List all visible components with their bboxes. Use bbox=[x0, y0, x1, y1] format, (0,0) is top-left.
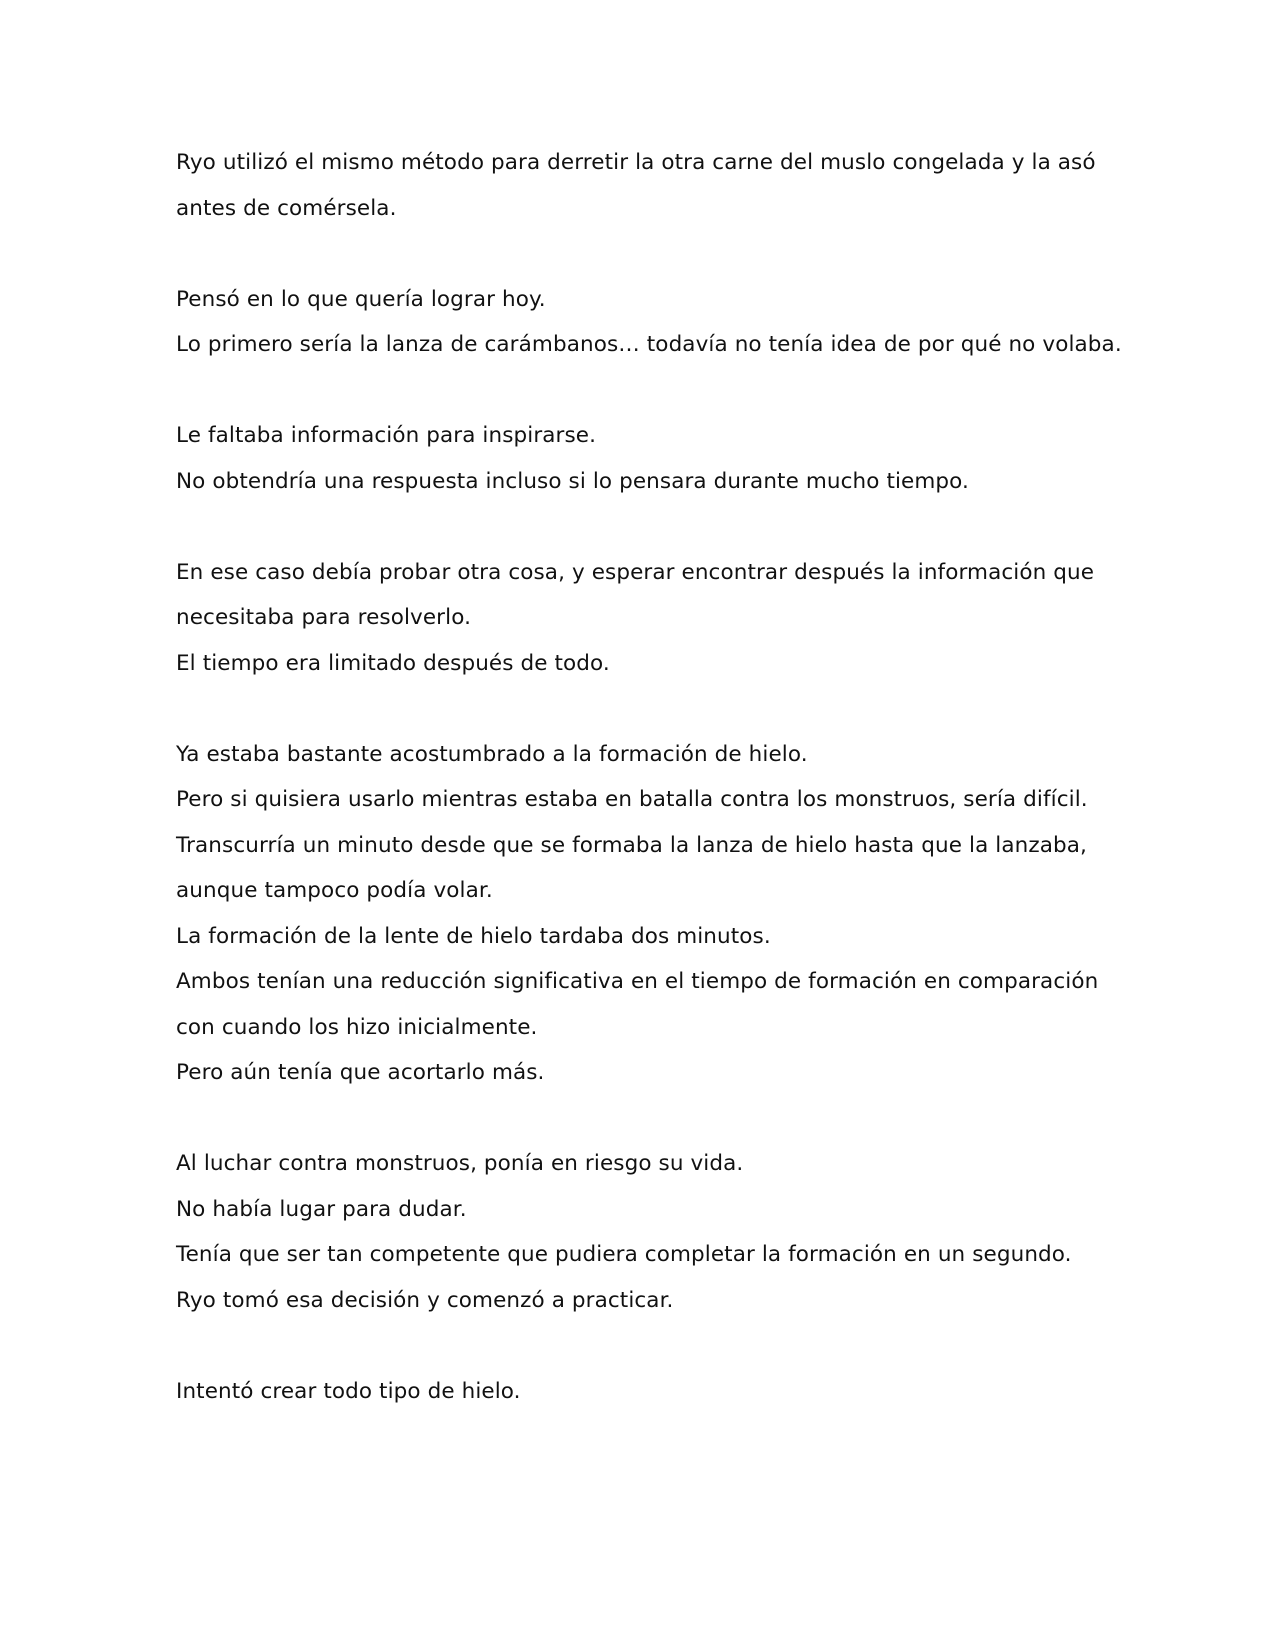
text-line: Ya estaba bastante acostumbrado a la formación de hielo. bbox=[176, 741, 808, 767]
paragraph-1 bbox=[176, 140, 1106, 231]
text-line: Ryo utilizó el mismo método para derretir la otra carne del muslo congelada y la asó bbox=[176, 150, 1096, 175]
paragraph-7 bbox=[176, 1369, 1106, 1415]
text-line: Transcurría un minuto desde que se formaba la lanza de hielo hasta que la lanzaba, bbox=[176, 832, 1087, 858]
text-line: No obtendría una respuesta incluso si lo pensara durante mucho tiempo. bbox=[176, 468, 969, 494]
text-line: antes de comérsela. bbox=[176, 195, 397, 221]
paragraph-2 bbox=[176, 277, 1122, 368]
text-line: Pero si quisiera usarlo mientras estaba en batalla contra los monstruos, sería difícil. bbox=[176, 787, 1088, 812]
text-line: Ryo tomó esa decisión y comenzó a practicar. bbox=[176, 1287, 674, 1313]
text-line: Pensó en lo que quería lograr hoy. bbox=[176, 286, 546, 312]
text-line: No había lugar para dudar. bbox=[176, 1196, 467, 1222]
paragraph-3 bbox=[176, 413, 1106, 504]
paragraph-4 bbox=[176, 550, 1106, 687]
text-line: El tiempo era limitado después de todo. bbox=[176, 650, 610, 676]
text-line: aunque tampoco podía volar. bbox=[176, 878, 493, 903]
text-line: Tenía que ser tan competente que pudiera completar la formación en un segundo. bbox=[176, 1242, 1072, 1267]
paragraph-5 bbox=[176, 732, 1106, 1096]
text-line: Le faltaba información para inspirarse. bbox=[176, 423, 597, 448]
text-line: necesitaba para resolverlo. bbox=[176, 605, 472, 630]
document-body bbox=[176, 140, 1122, 1414]
text-line: Ambos tenían una reducción significativa en el tiempo de formación en comparación bbox=[176, 969, 1099, 994]
text-line: Intentó crear todo tipo de hielo. bbox=[176, 1378, 521, 1404]
text-line: con cuando los hizo inicialmente. bbox=[176, 1014, 538, 1040]
text-line: Al luchar contra monstruos, ponía en riesgo su vida. bbox=[176, 1151, 744, 1176]
text-line: En ese caso debía probar otra cosa, y esperar encontrar después la información que bbox=[176, 559, 1095, 585]
text-line: Lo primero sería la lanza de carámbanos… todavía no tenía idea de por qué no volaba. bbox=[176, 332, 1122, 357]
text-line: Pero aún tenía que acortarlo más. bbox=[176, 1060, 545, 1085]
paragraph-6 bbox=[176, 1141, 1106, 1323]
text-line: La formación de la lente de hielo tardaba dos minutos. bbox=[176, 923, 771, 949]
